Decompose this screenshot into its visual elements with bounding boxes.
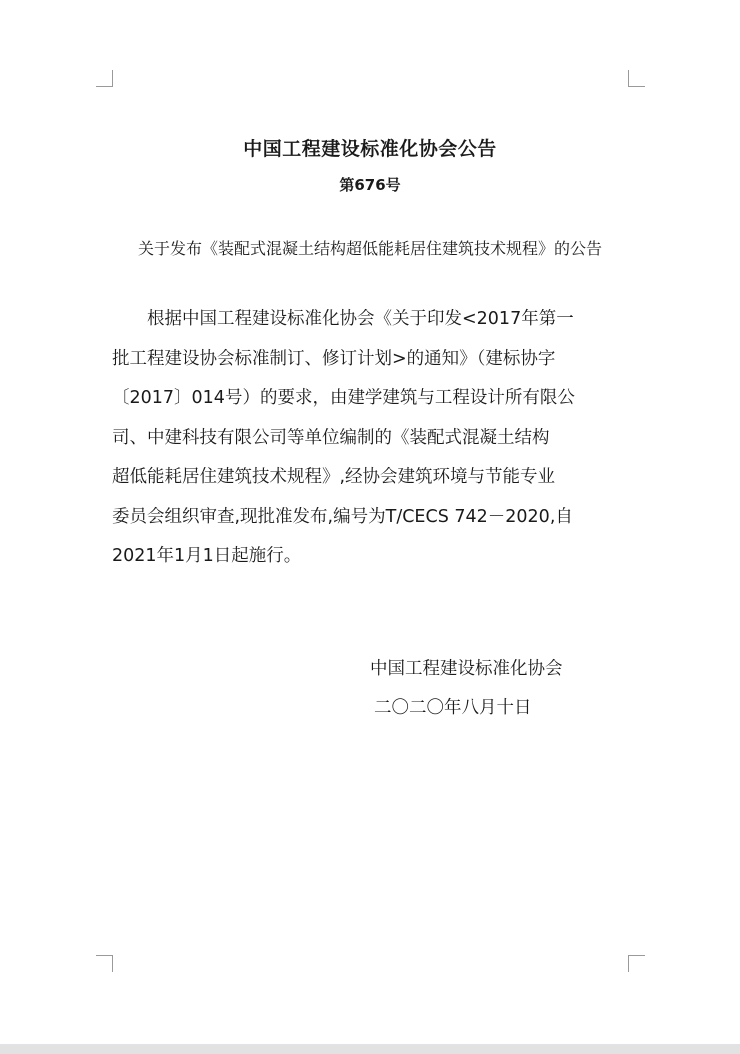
page-corner-mark-top-left [96,70,113,87]
body-line: 〔2017〕014号）的要求，由建学建筑与工程设计所有限公 [112,388,575,408]
page-corner-mark-top-right [628,70,645,87]
announcement-title: 中国工程建设标准化协会公告 [243,138,497,160]
viewer-bottom-edge [0,1044,740,1054]
body-line: 根据中国工程建设标准化协会《关于印发<2017年第一 [147,309,574,329]
body-line: 委员会组织审查,现批准发布,编号为T/CECS 742－2020,自 [112,506,573,527]
signature-date: 二〇二〇年八月十日 [374,698,532,718]
page-corner-mark-bottom-left [96,955,113,972]
body-line: 司、中建科技有限公司等单位编制的《装配式混凝土结构 [112,427,550,448]
page-corner-mark-bottom-right [628,955,645,972]
announcement-subject: 关于发布《装配式混凝土结构超低能耗居住建筑技术规程》的公告 [137,239,602,258]
announcement-number: 第676号 [339,176,401,194]
body-line: 2021年1月1日起施行。 [112,546,302,566]
body-line: 批工程建设协会标准制订、修订计划>的通知》（建标协字 [112,348,556,369]
body-line: 超低能耗居住建筑技术规程》,经协会建筑环境与节能专业 [112,467,556,487]
announcement-body [112,300,632,577]
signature-organization: 中国工程建设标准化协会 [370,659,563,679]
